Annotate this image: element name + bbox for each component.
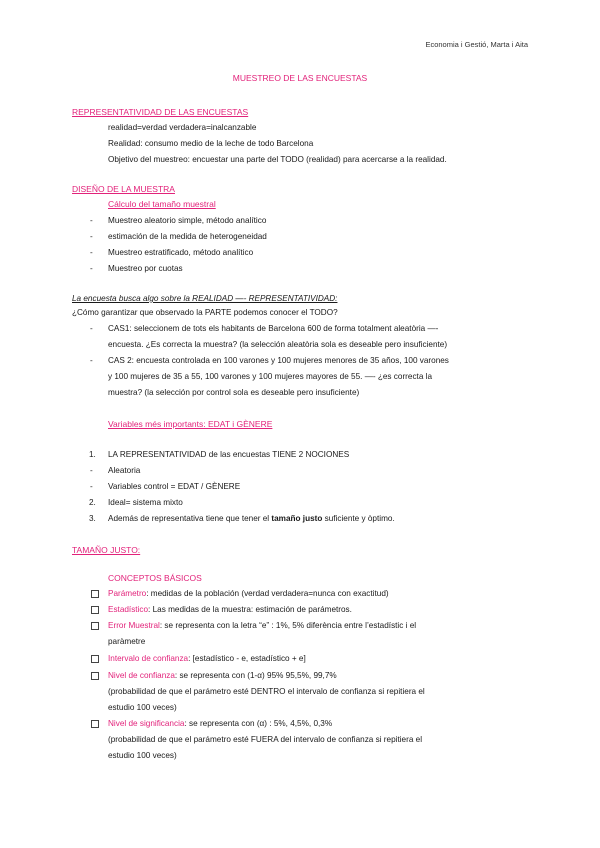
list-item: estimación de la medida de heterogeneidad xyxy=(108,232,267,241)
text-line: estudio 100 veces) xyxy=(108,751,177,760)
list-marker: - xyxy=(90,466,93,475)
bullet-dash: - xyxy=(90,232,93,241)
subheading-variables: Variables més importants: EDAT i GÈNERE xyxy=(108,419,273,429)
list-item: Variables control = EDAT / GÈNERE xyxy=(108,482,241,491)
intro-realidad: La encuesta busca algo sobre la REALIDAD —- REPRESENTATIVIDAD: xyxy=(72,294,338,303)
subheading-calculo: Cálculo del tamaño muestral xyxy=(108,199,216,209)
list-item: Muestreo aleatorio simple, método analítico xyxy=(108,216,267,225)
text-line: (probabilidad de que el parámetro esté DENTRO el intervalo de confianza si repitiera el xyxy=(108,687,425,696)
checkbox-icon[interactable] xyxy=(91,590,99,598)
subheading-conceptos: CONCEPTOS BÁSICOS xyxy=(108,573,202,583)
bullet-dash: - xyxy=(90,324,93,333)
cas2-line: CAS 2: encuesta controlada en 100 varones y 100 mujeres menores de 35 años, 100 varones xyxy=(108,356,449,365)
concept-estadistico: Estadístico: Las medidas de la muestra: estimación de parámetros. xyxy=(108,605,352,614)
list-marker: 3. xyxy=(89,514,96,523)
section-heading-tamano: TAMAÑO JUSTO: xyxy=(72,545,141,555)
cas2-line: muestra? (la selección por control sola es deseable pero insuficiente) xyxy=(108,388,360,397)
bullet-dash: - xyxy=(90,216,93,225)
list-item: Muestreo por cuotas xyxy=(108,264,183,273)
cas1-line: CAS1: seleccionem de tots els habitants de Barcelona 600 de forma totalment aleatòria —- xyxy=(108,324,439,333)
list-item: LA REPRESENTATIVIDAD de las encuestas TIENE 2 NOCIONES xyxy=(108,450,350,459)
text-line: realidad=verdad verdadera=inalcanzable xyxy=(108,123,257,132)
section-heading-diseno: DISEÑO DE LA MUESTRA xyxy=(72,184,175,194)
list-item: Aleatoria xyxy=(108,466,141,475)
concept-intervalo: Intervalo de confianza: [estadístico - e, estadístico + e] xyxy=(108,654,306,663)
text-line: (probabilidad de que el parámetro esté FUERA del intervalo de confianza si repitiera el xyxy=(108,735,423,744)
checkbox-icon[interactable] xyxy=(91,672,99,680)
section-heading-representatividad: REPRESENTATIVIDAD DE LAS ENCUESTAS xyxy=(72,107,249,117)
list-marker: - xyxy=(90,482,93,491)
checkbox-icon[interactable] xyxy=(91,655,99,663)
cas2-line: y 100 mujeres de 35 a 55, 100 varones y 100 mujeres mayores de 55. —- ¿es correcta la xyxy=(108,372,433,381)
concept-nivel-significancia: Nivel de significancia: se representa con (α) : 5%, 4,5%, 0,3% xyxy=(108,719,333,728)
text-line: paràmetre xyxy=(108,637,146,646)
question-line: ¿Cómo garantizar que observado la PARTE podemos conocer el TODO? xyxy=(72,308,338,317)
text-line: Objetivo del muestreo: encuestar una parte del TODO (realidad) para acercarse a la realidad. xyxy=(108,155,447,164)
list-marker: 1. xyxy=(89,450,96,459)
list-marker: 2. xyxy=(89,498,96,507)
bullet-dash: - xyxy=(90,356,93,365)
bullet-dash: - xyxy=(90,264,93,273)
list-item: Además de representativa tiene que tener el tamaño justo suficiente y òptimo. xyxy=(108,514,395,523)
page-title: MUESTREO DE LAS ENCUESTAS xyxy=(232,73,368,83)
checkbox-icon[interactable] xyxy=(91,720,99,728)
bullet-dash: - xyxy=(90,248,93,257)
text-line: Realidad: consumo medio de la leche de todo Barcelona xyxy=(108,139,314,148)
text-line: estudio 100 veces) xyxy=(108,703,177,712)
checkbox-icon[interactable] xyxy=(91,622,99,630)
checkbox-icon[interactable] xyxy=(91,606,99,614)
header-note: Economia i Gestió, Marta i Aita xyxy=(425,40,528,49)
concept-parametro: Parámetro: medidas de la población (verdad verdadera=nunca con exactitud) xyxy=(108,589,389,598)
list-item: Muestreo estratificado, método analítico xyxy=(108,248,254,257)
list-item: Ideal= sistema mixto xyxy=(108,498,183,507)
cas1-line: encuesta. ¿Es correcta la muestra? (la selección aleatòria sola es deseable pero insuficiente) xyxy=(108,340,448,349)
concept-nivel-confianza: Nivel de confianza: se representa con (1-α) 95% 95,5%, 99,7% xyxy=(108,671,337,680)
concept-error-muestral: Error Muestral: se representa con la letra “e” : 1%, 5% diferència entre l’estadístic i el xyxy=(108,621,417,630)
